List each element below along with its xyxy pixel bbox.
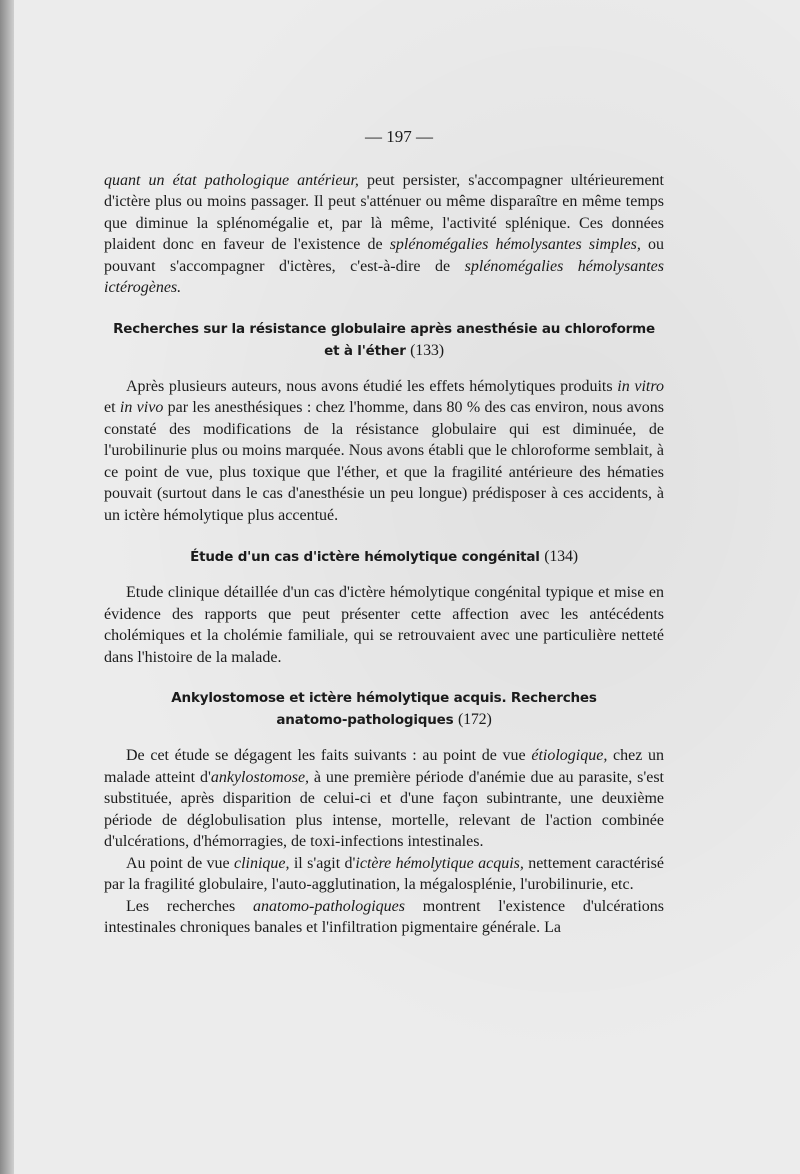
intro-italic-5: splénomégalies hémolysantes ictérogènes. bbox=[104, 257, 665, 296]
section3-reference: (172) bbox=[457, 711, 492, 728]
s3-p2-italic-b: clinique, bbox=[233, 854, 290, 872]
section3-paragraph-2 bbox=[104, 853, 664, 896]
section3-heading bbox=[104, 688, 664, 731]
intro-text-4: ou pouvant s'accompagner d'ictères, c'est-à-dire de bbox=[104, 236, 665, 275]
s3-p2-italic-d: ictère hémolytique acquis, bbox=[355, 854, 524, 872]
section3-paragraph-3 bbox=[104, 896, 664, 939]
s3-p2-text-a: Au point de vue bbox=[126, 854, 234, 872]
s3-p2-text-c: il s'agit d' bbox=[289, 854, 356, 872]
s3-p2-text-e: nettement caractérisé par la fragilité globulaire, l'auto-agglutination, la mégalosplénie, l'urobilinurie, etc. bbox=[104, 854, 665, 893]
s1-italic-d: in vivo bbox=[119, 399, 164, 416]
section1-paragraph bbox=[104, 376, 664, 527]
s1-text-a: Après plusieurs auteurs, nous avons étudié les effets hémolytiques produits bbox=[126, 377, 618, 395]
page-content bbox=[104, 126, 664, 939]
s1-italic-b: in vitro bbox=[617, 377, 664, 395]
intro-paragraph bbox=[104, 170, 664, 299]
page-number: — 197 — bbox=[365, 127, 433, 146]
s3-p1-italic-b: étiologique, bbox=[531, 747, 608, 764]
s3-p3-text-a: Les recherches bbox=[126, 897, 254, 915]
section3-heading-line1: Ankylostomose et ictère hémolytique acquis. Recherches bbox=[171, 690, 597, 706]
section2-heading bbox=[104, 546, 664, 568]
s3-p1-text-a: De cet étude se dégagent les faits suivants : au point de vue bbox=[126, 747, 532, 764]
section1-heading-line1: Recherches sur la résistance globulaire après anesthésie au chloroforme bbox=[113, 320, 655, 337]
page-edge-shadow bbox=[0, 0, 14, 1174]
section3-paragraph-1 bbox=[104, 745, 664, 853]
section2-reference: (134) bbox=[544, 548, 578, 565]
intro-italic-3: splénomégalies hémolysantes simples, bbox=[389, 236, 641, 253]
section3-heading-line2: anatomo-pathologiques bbox=[276, 712, 454, 728]
intro-text-2: peut persister, s'accompagner ultérieurement d'ictère plus ou moins passager. Il peut s'atténuer ou même disparaître en même temps que diminue la splénomégalie et, par là même, l'activité splénique. Ces données plaident donc en faveur de l'existence de bbox=[104, 171, 664, 253]
section2-heading-text: Étude d'un cas d'ictère hémolytique congénital bbox=[190, 549, 540, 565]
s3-p3-text-c: montrent l'existence d'ulcérations intestinales chroniques banales et l'infiltration pigmentaire générale. La bbox=[104, 897, 664, 936]
section1-reference: (133) bbox=[410, 341, 444, 359]
section1-heading-line2: et à l'éther bbox=[324, 342, 406, 359]
s3-p1-text-c: chez un malade atteint d' bbox=[104, 747, 665, 786]
intro-italic-1: quant un état pathologique antérieur, bbox=[104, 171, 359, 189]
s3-p1-italic-d: ankylostomose, bbox=[210, 768, 310, 786]
s3-p3-italic-b: anatomo-pathologiques bbox=[253, 897, 406, 915]
s3-p1-text-e: à une première période d'anémie due au parasite, s'est substituée, après disparition de celui-ci et d'une façon subintrante, une deuxième période de déglobulisation plus intense, mortelle, relevant de l'action combinée d'ulcérations, d'hémorragies, de toxi-infections intestinales. bbox=[104, 768, 664, 850]
s1-text-e: par les anesthésiques : chez l'homme, dans 80 % des cas environ, nous avons constaté des modifications de la résistance globulaire qui est diminuée, de l'urobilinurie plus ou moins marquée. Nous avons établi que le chloroforme semblait, à ce point de vue, plus toxique que l'éther, et que la fragilité antérieure des hématies pouvait (surtout dans le cas d'anesthésie un peu longue) prédisposer à ces accidents, à un ictère hémolytique plus accentué. bbox=[104, 399, 665, 524]
section1-heading bbox=[104, 319, 664, 362]
s1-text-c: et bbox=[104, 399, 120, 416]
section2-paragraph: Etude clinique détaillée d'un cas d'ictère hémolytique congénital typique et mise en évidence des rapports que peut présenter cette affection avec les antécédents cholémiques et la cholémie familiale, qui se retrouvaient avec une particulière netteté dans l'histoire de la malade. bbox=[104, 584, 664, 666]
